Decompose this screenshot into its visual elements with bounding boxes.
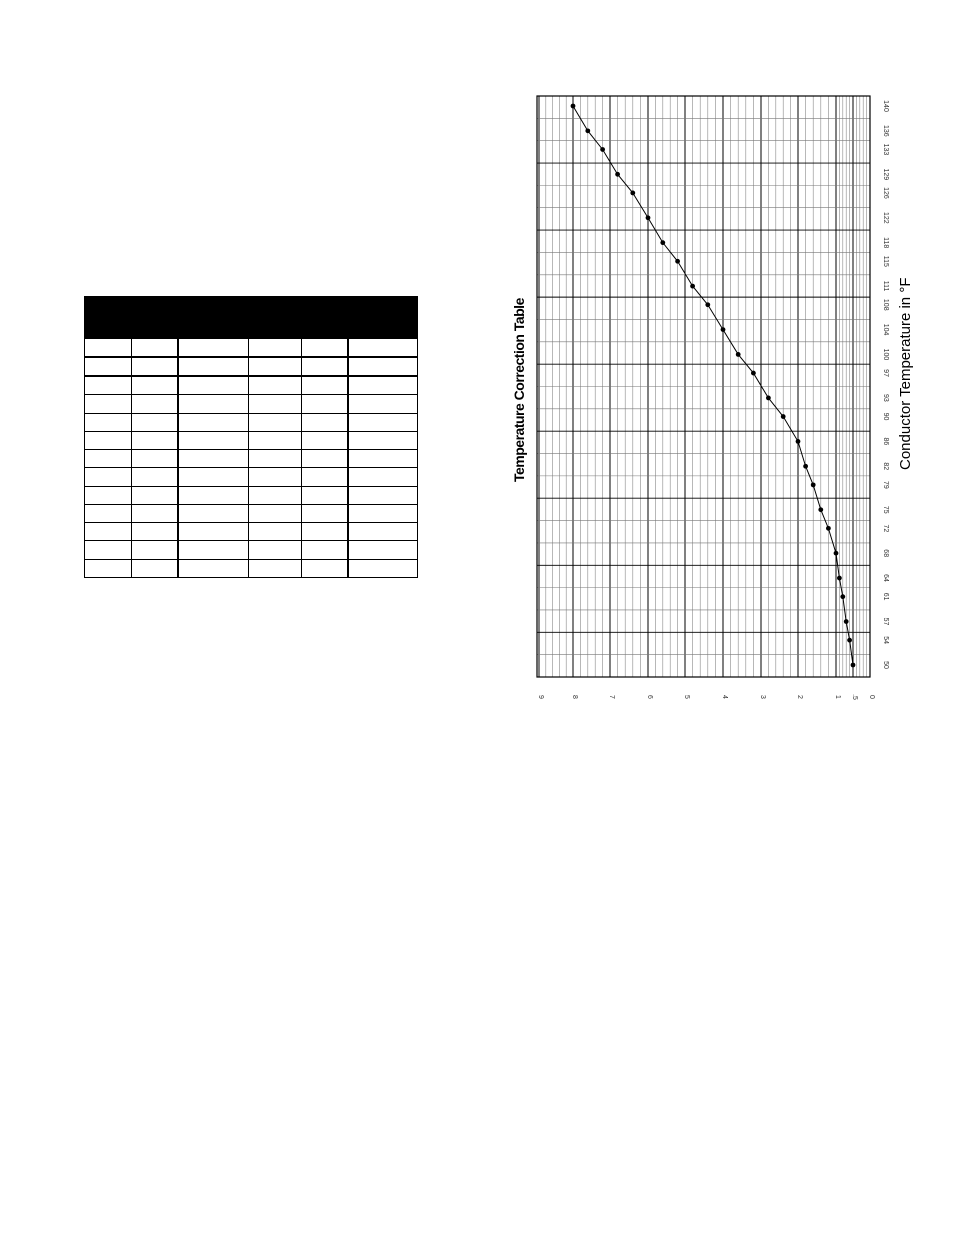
y-tick-label: 7 [608,695,615,699]
x-tick-label: 97 [882,369,889,377]
x-tick-label: 82 [882,462,889,471]
y-tick-label: 6 [646,695,653,699]
y-tick-label: 8 [571,695,578,699]
data-point [705,302,710,307]
x-tick-label: 133 [882,143,889,156]
x-tick-label: 72 [882,524,889,533]
y-tick-label: 2 [796,695,803,699]
x-tick-label: 126 [882,187,889,199]
x-tick-label: 68 [882,549,889,558]
data-point [675,259,680,264]
data-point [803,464,808,469]
x-tick-label: 86 [882,437,889,446]
data-point [751,371,756,376]
data-point [690,284,695,289]
data-point [826,526,831,531]
x-tick-label: 136 [882,125,889,137]
data-point [615,172,620,177]
data-point [766,396,771,401]
data-point [781,414,786,419]
x-tick-label: 54 [882,636,889,645]
x-tick-label: 122 [882,211,889,224]
x-tick-label: 104 [882,323,889,336]
x-tick-label: 93 [882,394,889,402]
y-tick-label: .5 [851,694,858,700]
x-axis-label: Conductor Temperature in °F [897,277,914,470]
x-tick-label: 115 [882,255,889,267]
data-point [630,191,635,196]
y-tick-label: 1 [834,695,841,699]
x-tick-label: 140 [882,100,889,112]
y-tick-label: 9 [537,695,544,699]
data-point [837,576,842,581]
data-point [811,482,816,487]
x-tick-label: 79 [882,480,889,489]
data-point [721,327,726,332]
x-tick-label: 61 [882,592,889,601]
series-line [573,106,853,665]
data-point [844,619,849,624]
data-point [660,240,665,245]
y-tick-label: 0 [868,695,875,699]
data-point [834,551,839,556]
x-tick-label: 118 [882,237,889,249]
data-point [585,128,590,133]
x-tick-label: 111 [882,280,889,292]
y-tick-label: 4 [721,695,728,699]
x-tick-label: 50 [882,661,889,669]
data-point [736,352,741,357]
data-point [840,594,845,599]
x-tick-label: 57 [882,617,889,626]
data-point [847,638,852,643]
y-tick-label: 5 [683,695,690,699]
data-point [646,215,651,220]
y-tick-label: 3 [759,695,766,699]
data-point [851,663,856,668]
data-point [796,439,801,444]
data-point [818,507,823,512]
chart-title: Temperature Correction Table [511,298,527,482]
x-tick-label: 75 [882,505,889,514]
data-point [571,104,576,109]
x-tick-label: 129 [882,168,889,181]
x-tick-label: 108 [882,298,889,311]
x-tick-label: 64 [882,574,889,582]
x-tick-label: 90 [882,412,889,421]
x-tick-label: 100 [882,348,889,361]
data-point [600,147,605,152]
